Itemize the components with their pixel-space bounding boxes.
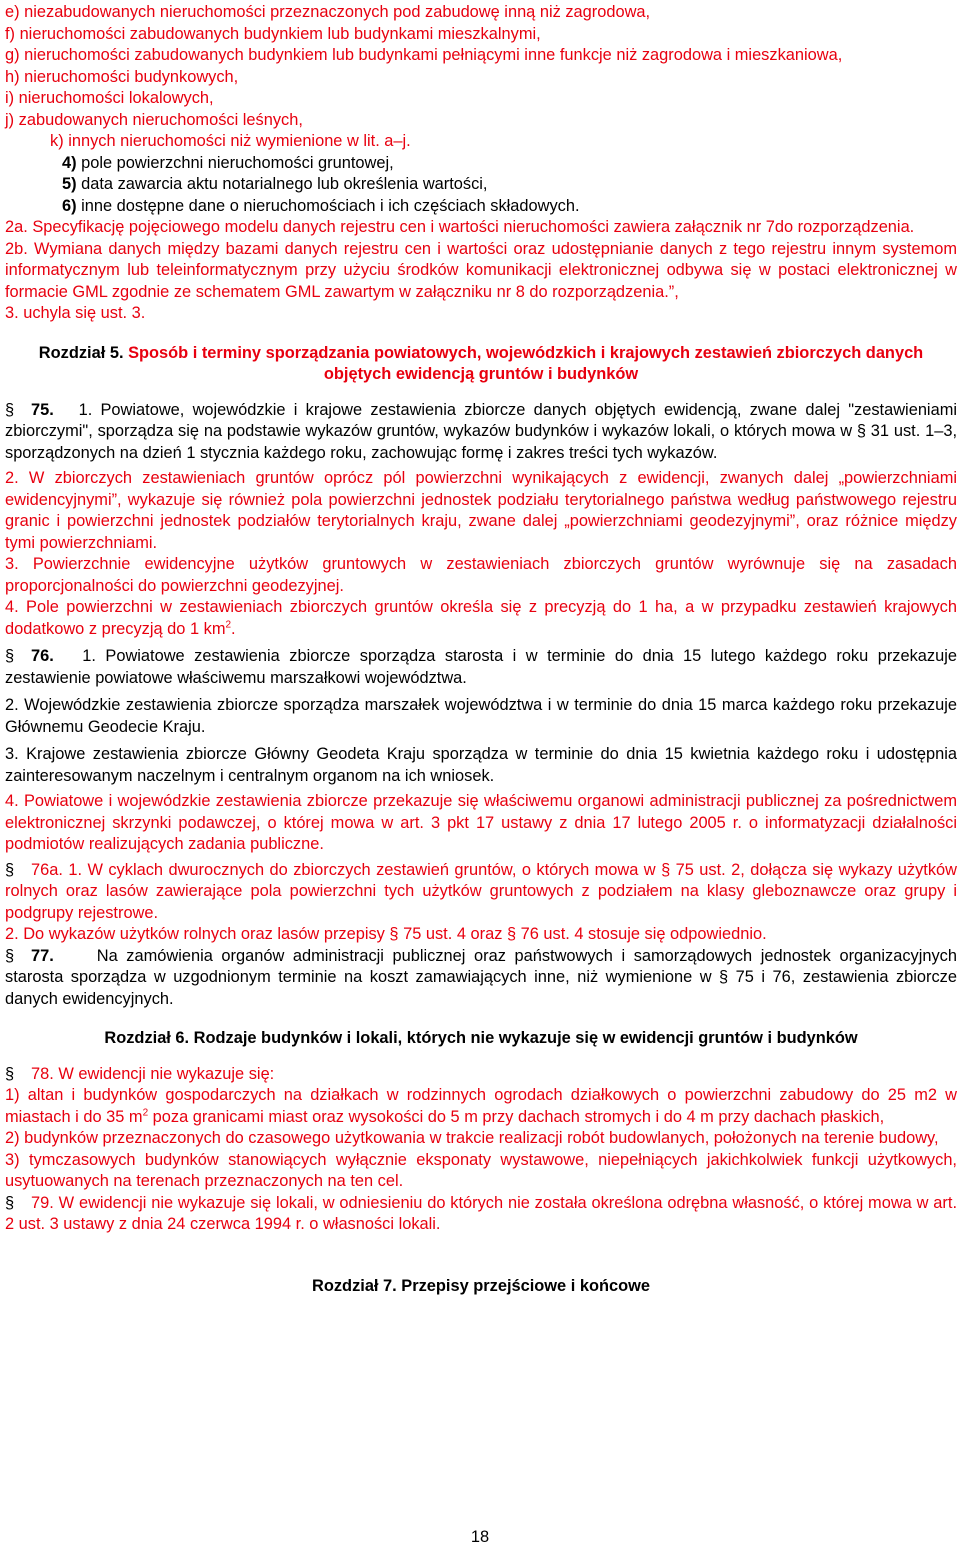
section-75-p1 xyxy=(5,400,957,465)
section-number: 76. xyxy=(31,647,54,665)
list-item-5 xyxy=(5,174,957,196)
section-79 xyxy=(5,1193,957,1236)
chapter-label: Rozdział 5. xyxy=(38,343,124,362)
paragraph-text: 1. Powiatowe, wojewódzkie i krajowe zestawienia zbiorcze danych objętych ewidencją, zwane dalej "zestawieniami zbiorczymi", sporządza się na podstawie wykazów gruntów, wykazów budynków i wykazów lokali, o których mowa w § 31 ust. 1–3, sporządzonych na dzień 1 stycznia każdego roku, zachowując formę i zakres treści tych wykazów. xyxy=(5,400,957,462)
section-76-p1 xyxy=(5,646,957,689)
item-number: 5) xyxy=(62,175,77,193)
page-number: 18 xyxy=(470,1528,490,1546)
section-78-item-2: 2) budynków przeznaczonych do czasowego użytkowania w trakcie realizacji robót budowlanych, położonych na terenie budowy, xyxy=(5,1129,939,1147)
superscript: 2 xyxy=(142,1107,149,1119)
list-item-4 xyxy=(5,153,957,175)
section-75-p2: 2. W zbiorczych zestawieniach gruntów oprócz pól powierzchni wynikających z ewidencji, zwanych dalej „powierzchniami ewidencyjnymi”, wykazuje się również pola powierzchni jednostek podziału terytorialnego państwa według państwowego rejestru granic i powierzchni jednostek podziałów terytorialnych kraju, zwane dalej „powierzchniami geodezyjnymi”, oraz różnice między tymi powierzchniami. xyxy=(5,469,957,552)
chapter-6-heading xyxy=(5,1028,957,1050)
list-item-f: f) nieruchomości zabudowanych budynkiem lub budynkami mieszkalnymi, xyxy=(5,24,541,43)
item-text: data zawarcia aktu notarialnego lub określenia wartości, xyxy=(81,175,488,193)
section-76a-p1 xyxy=(5,860,957,925)
item-number: 4) xyxy=(62,153,77,172)
paragraph-2a: 2a. Specyfikację pojęciowego modelu danych rejestru cen i wartości nieruchomości zawiera załącznik nr 7do rozporządzenia. xyxy=(5,218,915,236)
section-76-p2: 2. Wojewódzkie zestawienia zbiorcze sporządza marszałek województwa i w terminie do dnia 15 marca każdego roku przekazuje Głównemu Geodecie Kraju. xyxy=(5,696,957,736)
list-numbered-456 xyxy=(5,153,957,218)
item-text: 1) altan i budynków gospodarczych na działkach w rodzinnych ogrodach działkowych o powierzchni zabudowy do 25 m2 w miastach i do 35 m xyxy=(5,1086,957,1126)
section-sign: § xyxy=(5,400,15,419)
document-page xyxy=(5,2,957,1297)
paragraph-3-repeal: 3. uchyla się ust. 3. xyxy=(5,304,146,322)
item-text: inne dostępne dane o nieruchomościach i ich częściach składowych. xyxy=(81,196,580,215)
section-sign: § xyxy=(5,1064,15,1083)
paragraph-text: 78. W ewidencji nie wykazuje się: xyxy=(31,1064,275,1083)
chapter-title: Sposób i terminy sporządzania powiatowych, wojewódzkich i krajowych zestawień zbiorczych danych objętych ewidencją gruntów i budynków xyxy=(128,343,924,383)
section-76a-p2: 2. Do wykazów użytków rolnych oraz lasów przepisy § 75 ust. 4 oraz § 76 ust. 4 stosuje się odpowiednio. xyxy=(5,925,767,943)
section-number: 75. xyxy=(31,400,54,419)
section-sign: § xyxy=(5,647,15,665)
section-78-intro xyxy=(5,1064,957,1086)
paragraph-2b: 2b. Wymiana danych między bazami danych rejestru cen i wartości oraz udostępnianie danych z tego rejestru innym systemom informatycznym lub teleinformatycznym przy użyciu środków komunikacji elektronicznej odbywa się w postaci elektronicznej w formacie GML zgodnie ze schematem GML zawartym w załączniku nr 8 do rozporządzenia.”, xyxy=(5,239,957,301)
section-75-p3: 3. Powierzchnie ewidencyjne użytków gruntowych w zestawieniach zbiorczych gruntów wyrównuje się na zasadach proporcjonalności do powierzchni geodezyjnej. xyxy=(5,555,957,595)
section-sign: § xyxy=(5,1193,15,1212)
paragraph-text: 4. Pole powierzchni w zestawieniach zbiorczych gruntów określa się z precyzją do 1 ha, a w przypadku zestawień krajowych dodatkowo z precyzją do 1 km xyxy=(5,598,957,638)
chapter-label: Rozdział 6. xyxy=(104,1029,190,1047)
list-item-6 xyxy=(5,196,957,218)
section-sign: § xyxy=(5,946,15,965)
list-item-i: i) nieruchomości lokalowych, xyxy=(5,89,214,107)
paragraph-end: . xyxy=(231,619,236,638)
item-text: pole powierzchni nieruchomości gruntowej, xyxy=(81,153,394,172)
section-75-p4 xyxy=(5,597,957,640)
chapter-7-heading xyxy=(5,1276,957,1298)
section-76-p3: 3. Krajowe zestawienia zbiorcze Główny Geodeta Kraju sporządza w terminie do dnia 15 kwietnia każdego roku i udostępnia zainteresowanym naczelnym i centralnym organom na ich wniosek. xyxy=(5,745,957,785)
list-lettered xyxy=(5,2,957,153)
chapter-5-heading xyxy=(5,343,957,386)
chapter-title: Rodzaje budynków i lokali, których nie wykazuje się w ewidencji gruntów i budynków xyxy=(193,1029,858,1047)
section-77 xyxy=(5,946,957,1011)
list-item-j: j) zabudowanych nieruchomości leśnych, xyxy=(5,110,303,129)
item-text-end: poza granicami miast oraz wysokości do 5 m przy dachach stromych i do 4 m przy dachach płaskich, xyxy=(148,1107,885,1126)
list-item-e: e) niezabudowanych nieruchomości przeznaczonych pod zabudowę inną niż zagrodowa, xyxy=(5,3,651,21)
paragraph-text: Na zamówienia organów administracji publicznej oraz państwowych i samorządowych jednostek organizacyjnych starosta sporządza w uzgodnionym terminie na koszt zamawiających inne, niż wymienione w § 75 i 76, zestawienia zbiorcze danych ewidencyjnych. xyxy=(5,946,957,1008)
chapter-title: Przepisy przejściowe i końcowe xyxy=(401,1276,650,1295)
section-78-item-1 xyxy=(5,1085,957,1128)
section-76-p4: 4. Powiatowe i wojewódzkie zestawienia zbiorcze przekazuje się właściwemu organowi administracji publicznej za pośrednictwem elektronicznej skrzynki podawczej, o której mowa w art. 3 pkt 17 ustawy z dnia 17 lutego 2005 r. o informatyzacji działalności podmiotów realizujących zadania publiczne. xyxy=(5,792,957,853)
paragraph-text: 76a. 1. W cyklach dwurocznych do zbiorczych zestawień gruntów, o których mowa w § 75 ust. 2, dołącza się wykazy użytków rolnych oraz lasów zawierające pola powierzchni tych użytków gruntowych z podziałem na klasy gleboznawcze oraz grupy i podgrupy rejestrowe. xyxy=(5,860,957,922)
list-item-h: h) nieruchomości budynkowych, xyxy=(5,67,239,86)
paragraph-text: 79. W ewidencji nie wykazuje się lokali, w odniesieniu do których nie została określona odrębna własność, o której mowa w art. 2 ust. 3 ustawy z dnia 24 czerwca 1994 r. o własności lokali. xyxy=(5,1193,957,1233)
section-sign: § xyxy=(5,860,15,879)
list-item-k: k) innych nieruchomości niż wymienione w lit. a–j. xyxy=(50,132,411,150)
section-78-item-3: 3) tymczasowych budynków stanowiących wyłącznie eksponaty wystawowe, niepełniących jakichkolwiek funkcji użytkowych, usytuowanych na terenach przeznaczonych na ten cel. xyxy=(5,1150,957,1190)
item-number: 6) xyxy=(62,196,77,215)
superscript: 2 xyxy=(225,619,232,631)
chapter-label: Rozdział 7. xyxy=(312,1276,397,1295)
paragraph-text: 1. Powiatowe zestawienia zbiorcze sporządza starosta i w terminie do dnia 15 lutego każdego roku przekazuje zestawienie powiatowe właściwemu marszałkowi województwa. xyxy=(5,647,957,687)
section-number: 77. xyxy=(31,946,54,965)
list-item-g: g) nieruchomości zabudowanych budynkiem lub budynkami pełniącymi inne funkcje niż zagrodowa i mieszkaniowa, xyxy=(5,46,843,64)
